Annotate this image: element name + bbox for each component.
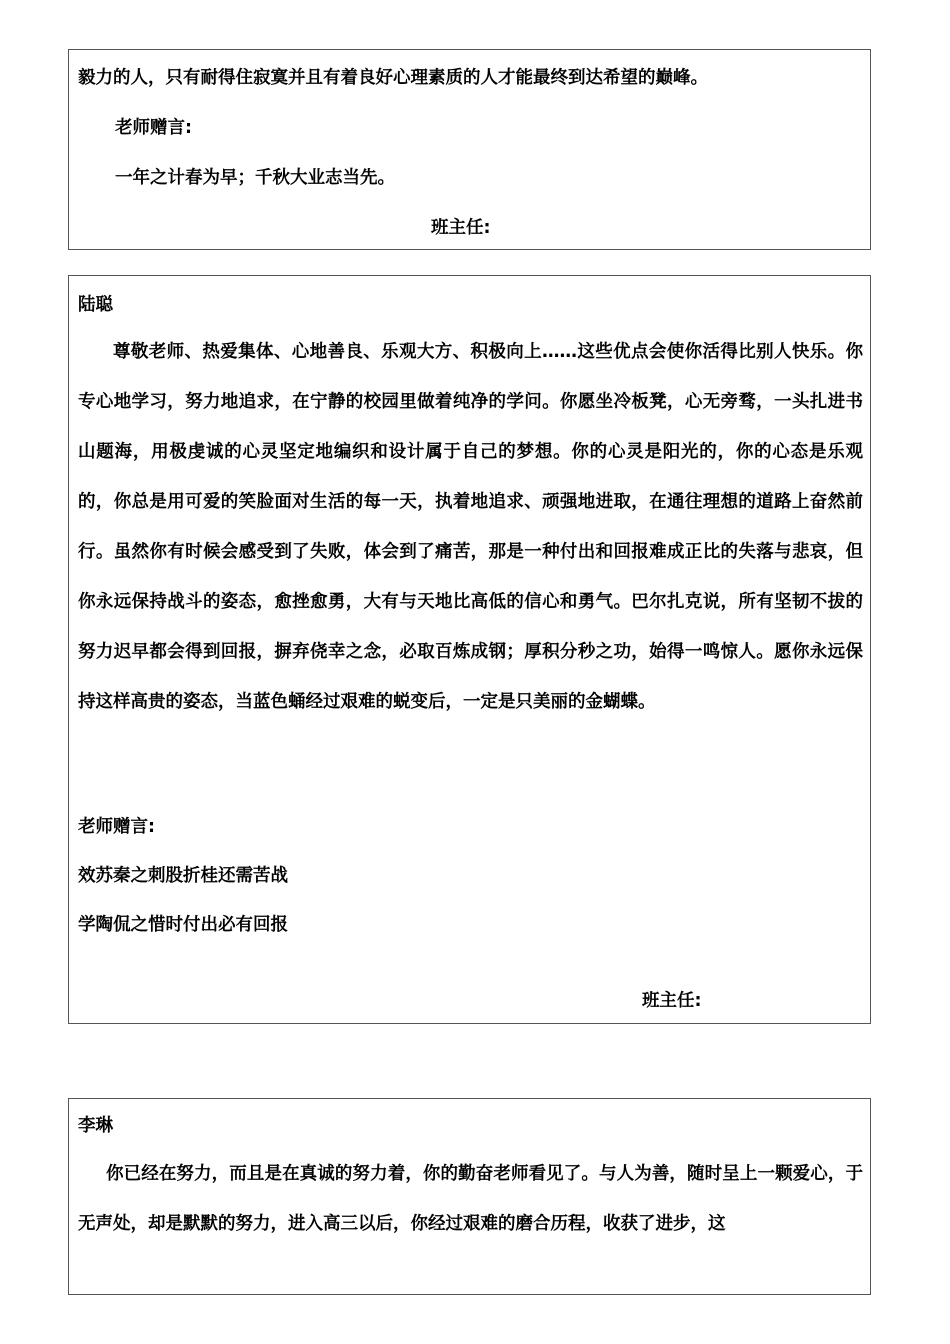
teacher-message-text: 一年之计春为早；千秋大业志当先。 [115,168,395,188]
head-teacher-signature: 班主任: [642,991,702,1011]
comment-card-1 [68,49,871,250]
teacher-message-label: 老师赠言: [78,817,155,837]
comment-continuation: 毅力的人，只有耐得住寂寞并且有着良好心理素质的人才能最终到达希望的巅峰。 [78,68,708,88]
teacher-message-line-1: 效苏秦之刺股折桂还需苦战 [78,866,288,886]
comment-card-2 [68,275,871,1024]
head-teacher-signature: 班主任: [431,218,491,238]
teacher-message-label: 老师赠言: [115,118,192,138]
student-name: 李琳 [78,1116,113,1136]
comment-card-3 [68,1098,871,1295]
student-name: 陆聪 [78,295,113,315]
teacher-comment: 尊敬老师、热爱集体、心地善良、乐观大方、积极向上……这些优点会使你活得比别人快乐。你专心地学习，努力地追求，在宁静的校园里做着纯净的学问。你愿坐冷板凳，心无旁骛，一头扎进书山题海，用极虔诚的心灵坚定地编织和设计属于自己的梦想。你的心灵是阳光的，你的心态是乐观的，你总是用可爱的笑脸面对生活的每一天，执着地追求、顽强地进取，在通往理想的道路上奋然前行。虽然你有时候会感受到了失败，体会到了痛苦，那是一种付出和回报难成正比的失落与悲哀，但你永远保持战斗的姿态，愈挫愈勇，大有与天地比高低的信心和勇气。巴尔扎克说，所有坚韧不拔的努力迟早都会得到回报，摒弃侥幸之念，必取百炼成钢；厚积分秒之功，始得一鸣惊人。愿你永远保持这样高贵的姿态，当蓝色蛹经过艰难的蜕变后，一定是只美丽的金蝴蝶。 [78,342,863,712]
teacher-message-line-2: 学陶侃之惜时付出必有回报 [78,915,288,935]
teacher-comment: 你已经在努力，而且是在真诚的努力着，你的勤奋老师看见了。与人为善，随时呈上一颗爱心，于无声处，却是默默的努力，进入高三以后，你经过艰难的磨合历程，收获了进步，这 [78,1164,863,1234]
